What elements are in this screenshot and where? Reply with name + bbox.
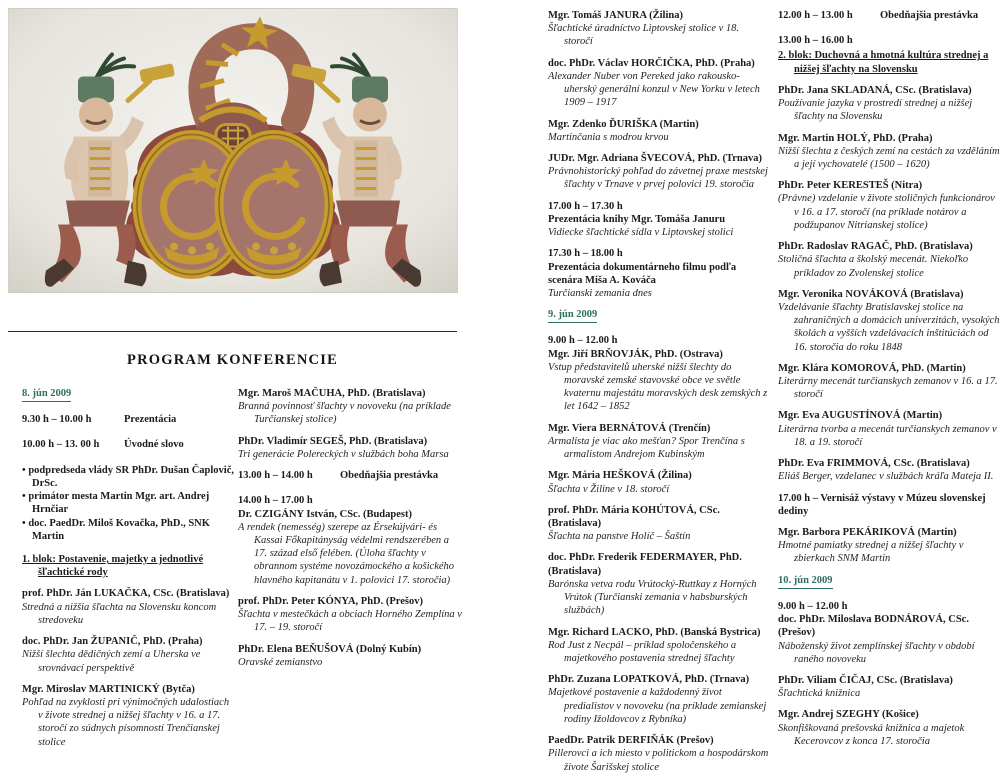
talk-title: A rendek (nemesség) szerepe az Érsekújvári- és Kassai Főkapitányság védelmi rendszerében a 17. század első felében. (Úloha šľachty v obrannom systéme novozámockého a košického hlavného kapitanátu v 1. polovici 17. storočia) <box>238 521 455 586</box>
speaker-entry <box>548 422 769 462</box>
speaker-entry <box>548 734 769 774</box>
speaker-name: Mgr. Miroslav MARTINICKÝ (Bytča) <box>22 683 195 695</box>
speaker-name: Mgr. Klára KOMOROVÁ, PhD. (Martin) <box>778 362 966 374</box>
talk-title: Eliáš Berger, vzdelanec v službách kráľa Mateja II. <box>778 471 994 483</box>
speaker-name: PhDr. Viliam ČIČAJ, CSc. (Bratislava) <box>778 674 953 686</box>
schedule-note: 17.00 h – Vernisáž výstavy v Múzeu slovenskej dediny <box>778 492 986 517</box>
talk-title: Alexander Nuber von Pereked jako rakousko-uherský generální konzul v New Yorku v letech 1909 – 1917 <box>548 70 760 109</box>
speaker-entry <box>548 551 769 617</box>
speaker-name: JUDr. Mgr. Adriana ŠVECOVÁ, PhD. (Trnava) <box>548 152 762 164</box>
speaker-name: PhDr. Vladimír SEGEŠ, PhD. (Bratislava) <box>238 435 428 447</box>
talk-title: Náboženský život zemplínskej šľachty v období raného novoveku <box>778 640 975 665</box>
speaker-name: doc. PhDr. Miloslava BODNÁROVÁ, CSc. (Prešov) <box>778 614 969 639</box>
program-column-2 <box>238 387 464 677</box>
talk-title: Literárny mecenát turčianskych zemanov v 16. a 17. storočí <box>778 376 998 401</box>
talk-title: Právnohistorický pohľad do závetnej praxe mestskej šľachty v Trnave v prvej polovici 19. storočia <box>548 166 768 191</box>
speaker-name: PhDr. Elena BEŇUŠOVÁ (Dolný Kubín) <box>238 643 422 655</box>
speaker-entry <box>548 469 769 495</box>
schedule-time: 9.30 h – 10.00 h <box>22 414 92 426</box>
speaker-entry <box>778 288 1000 354</box>
speaker-entry <box>778 240 1000 280</box>
speaker-entry <box>778 600 1000 666</box>
speaker-name: prof. PhDr. Peter KÓNYA, PhD. (Prešov) <box>238 595 423 607</box>
block-heading-wrap <box>22 553 235 579</box>
speaker-name: prof. PhDr. Mária KOHÚTOVÁ, CSc. (Bratislava) <box>548 504 720 529</box>
date-heading-wrap <box>778 574 1000 589</box>
oval-cartouche-right <box>219 135 329 275</box>
horizontal-divider <box>8 331 457 332</box>
speaker-entry <box>548 247 769 300</box>
schedule-time: 10.00 h – 13. 00 h <box>22 439 100 451</box>
speaker-name: Mgr. Mária HEŠKOVÁ (Žilina) <box>548 470 692 482</box>
speaker-entry <box>778 457 1000 483</box>
schedule-label: Obedňajšia prestávka <box>340 470 439 482</box>
organizer-list <box>22 464 235 543</box>
talk-title: Šľachtické úradníctvo Liptovskej stolice v 18. storočí <box>548 23 740 48</box>
speaker-entry <box>778 84 1000 124</box>
talk-title: Skonfiškovaná prešovská knižnica a majetok Kecerovcov z konca 17. storočia <box>778 722 965 747</box>
schedule-label: Úvodné slovo <box>124 439 184 451</box>
speaker-entry <box>548 57 769 110</box>
program-column-3 <box>548 9 769 782</box>
schedule-row <box>22 413 235 426</box>
schedule-row <box>778 9 1000 22</box>
coat-of-arms-relief-illustration <box>8 8 458 293</box>
speaker-name: PhDr. Jana SKLADANÁ, CSc. (Bratislava) <box>778 84 972 96</box>
talk-title: Oravské zemianstvo <box>238 656 323 668</box>
speaker-name: Dr. CZIGÁNY István, CSc. (Budapest) <box>238 508 412 520</box>
speaker-name: Mgr. Eva AUGUSTÍNOVÁ (Martin) <box>778 410 943 422</box>
speaker-entry <box>22 635 235 675</box>
organizer-item: • primátor mesta Martin Mgr. art. Andrej Hrnčiar <box>22 490 235 516</box>
speaker-name: PhDr. Zuzana LOPATKOVÁ, PhD. (Trnava) <box>548 674 750 686</box>
talk-title: Barónska vetva rodu Vrútocký-Ruttkay z Horných Vrútok (Turčianski zemania v habsburských službách) <box>548 578 757 617</box>
talk-title: Nižší šlechta dědičných zemí a Uherska ve srovnávací perspektivě <box>22 649 201 674</box>
speaker-entry <box>238 595 464 635</box>
talk-title: Martinčania s modrou krvou <box>548 131 669 143</box>
speaker-name: Mgr. Viera BERNÁTOVÁ (Trenčín) <box>548 422 711 434</box>
speaker-name: Mgr. Tomáš JANURA (Žilina) <box>548 10 683 21</box>
speaker-entry <box>548 334 769 413</box>
block-heading: 1. blok: Postavenie, majetky a jednotlivé šľachtické rody <box>22 553 204 579</box>
program-column-4 <box>778 9 1000 756</box>
speaker-entry <box>548 200 769 240</box>
speaker-name: doc. PhDr. Václav HORČIČKA, PhD. (Praha) <box>548 57 755 69</box>
talk-title: Šľachta v Žiline v 18. storočí <box>548 483 670 495</box>
talk-title: Rod Just z Necpál – príklad spoločenského a majetkového postavenia strednej šľachty <box>548 639 737 664</box>
talk-title: Majetkové postavenie a každodenný život predialistov v novoveku (na príklade zemianskej rodiny Ižoldovcov z Rybníka) <box>548 687 767 725</box>
session-time: 17.30 h – 18.00 h <box>548 248 623 260</box>
schedule-label: Obedňajšia prestávka <box>880 10 979 21</box>
speaker-entry <box>22 683 235 749</box>
schedule-time: 13.00 h – 16.00 h <box>778 35 853 47</box>
speaker-name: Mgr. Jiří BRŇOVJÁK, PhD. (Ostrava) <box>548 348 723 360</box>
organizer-item: • podpredseda vlády SR PhDr. Dušan Čaplovič, DrSc. <box>22 464 235 490</box>
speaker-name: Mgr. Maroš MAČUHA, PhD. (Bratislava) <box>238 388 426 399</box>
speaker-name: doc. PhDr. Frederik FEDERMAYER, PhD. (Bratislava) <box>548 552 742 577</box>
speaker-entry <box>22 587 235 627</box>
speaker-entry <box>778 179 1000 232</box>
speaker-name: PhDr. Peter KERESTEŠ (Nitra) <box>778 180 923 192</box>
talk-title: Pohľad na zvyklosti pri výnimočných udalostiach v živote strednej a nižšej šľachty v 16. a 17. storočí zo súdnych písomností Trenčianskej stolice <box>22 696 230 748</box>
speaker-entry <box>548 9 769 49</box>
speaker-name: doc. PhDr. Jan ŽUPANIČ, PhD. (Praha) <box>22 636 203 648</box>
talk-title: Vidiecke šľachtické sídla v Liptovskej stolici <box>548 227 734 239</box>
talk-title: Hmotné pamiatky strednej a nižšej šľachty v zbierkach SNM Martin <box>778 540 964 565</box>
talk-title: Armalista je viac ako mešťan? Spor Trenčína s armalistom Andrejom Kubinským <box>548 435 745 461</box>
talk-title: Branná povinnosť šľachty v novoveku (na príklade Turčianskej stolice) <box>238 401 451 426</box>
speaker-entry <box>778 132 1000 172</box>
talk-title: Šľachta na panstve Holíč – Šaštín <box>548 531 691 543</box>
block-heading: 2. blok: Duchovná a hmotná kultúra strednej a nižšej šľachty na Slovensku <box>778 50 989 75</box>
schedule-time: 13.00 h – 14.00 h <box>238 470 313 482</box>
speaker-name: PhDr. Eva FRIMMOVÁ, CSc. (Bratislava) <box>778 458 970 470</box>
talk-title: Používanie jazyka v prostredí strednej a nižšej šľachty na Slovensku <box>778 98 973 123</box>
block-heading-wrap <box>778 34 1000 76</box>
speaker-entry <box>778 362 1000 402</box>
speaker-entry <box>548 152 769 192</box>
speaker-entry <box>778 526 1000 566</box>
session-time: 9.00 h – 12.00 h <box>548 335 618 347</box>
speaker-entry <box>778 409 1000 449</box>
date-heading-wrap <box>548 308 769 323</box>
speaker-name: PhDr. Radoslav RAGAČ, PhD. (Bratislava) <box>778 241 973 253</box>
speaker-entry <box>778 674 1000 700</box>
date-heading: 9. jún 2009 <box>548 308 597 323</box>
talk-title: Stredná a nižšia šľachta na Slovensku koncom stredoveku <box>22 601 217 626</box>
schedule-label: Prezentácia <box>124 414 177 426</box>
schedule-row <box>238 469 464 482</box>
speaker-entry <box>548 626 769 666</box>
schedule-row <box>22 438 235 451</box>
program-column-1 <box>22 387 235 757</box>
speaker-name: Prezentácia dokumentárneho filmu podľa scenára Miša A. Kováča <box>548 261 737 286</box>
organizer-item: • doc. PaedDr. Miloš Kovačka, PhD., SNK Martin <box>22 517 235 543</box>
speaker-entry <box>238 435 464 461</box>
speaker-name: PaedDr. Patrik DERFIŇÁK (Prešov) <box>548 735 714 747</box>
speaker-name: Mgr. Martin HOLÝ, PhD. (Praha) <box>778 132 933 144</box>
relief-photo <box>8 8 458 293</box>
talk-title: Nižší šlechta z českých zemí na cestách za vzděláním a její vychovatelé (1500 – 1620) <box>778 145 1000 170</box>
speaker-entry <box>238 387 464 427</box>
speaker-entry <box>238 494 464 587</box>
speaker-name: prof. PhDr. Ján LUKAČKA, CSc. (Bratislava) <box>22 588 230 600</box>
talk-title: Stoličná šľachta a školský mecenát. Niekoľko príkladov zo Zvolenskej stolice <box>778 254 969 279</box>
speaker-entry <box>548 504 769 544</box>
talk-title: Turčianski zemania dnes <box>548 287 652 299</box>
session-time: 17.00 h – 17.30 h <box>548 200 623 212</box>
talk-title: Šľachtická knižnica <box>778 688 861 700</box>
date-heading-wrap <box>22 387 235 402</box>
speaker-name: Mgr. Andrej SZEGHY (Košice) <box>778 709 919 721</box>
page-title: PROGRAM KONFERENCIE <box>127 352 338 368</box>
talk-title: Vzdelávanie šľachty Bratislavskej stolice na zahraničných a domácich univerzitách, vysokých školách a vyšších vzdelávacích inštitúciách od 16. storočia do roku 1848 <box>778 301 1000 353</box>
speaker-entry <box>778 708 1000 748</box>
talk-title: Tri generácie Polereckých v službách boha Marsa <box>238 448 449 460</box>
date-heading: 8. jún 2009 <box>22 387 71 402</box>
speaker-name: Mgr. Barbora PEKÁRIKOVÁ (Martin) <box>778 527 957 538</box>
speaker-name: Mgr. Veronika NOVÁKOVÁ (Bratislava) <box>778 288 964 300</box>
session-time: 14.00 h – 17.00 h <box>238 495 313 507</box>
talk-title: Literárna tvorba a mecenát turčianskych zemanov v 18. a 19. storočí <box>778 423 997 448</box>
talk-title: (Právne) vzdelanie v živote stoličných funkcionárov v 16. a 17. storočí (na príklade notárov a podžupanov Nitrianskej stolice) <box>778 193 995 231</box>
talk-title: Pillerovci a ich miesto v politickom a hospodárskom živote Šarišskej stolice <box>548 748 769 773</box>
speaker-name: Prezentácia knihy Mgr. Tomáša Januru <box>548 213 726 225</box>
speaker-entry <box>548 673 769 726</box>
talk-title: Šľachta v mestečkách a obciach Horného Zemplína v 17. – 19. storočí <box>238 609 462 634</box>
schedule-time: 12.00 h – 13.00 h <box>778 10 853 21</box>
date-heading: 10. jún 2009 <box>778 574 833 589</box>
speaker-name: Mgr. Zdenko ĎURIŠKA (Martin) <box>548 118 699 130</box>
speaker-name: Mgr. Richard LACKO, PhD. (Banská Bystrica) <box>548 626 761 638</box>
session-time: 9.00 h – 12.00 h <box>778 600 848 612</box>
talk-title: Vstup představitelů uherské nižší šlechty do moravské zemské stavovské obce ve světle kvaternu majestátu moravských desk zemských z let 1642 – 1852 <box>548 361 768 413</box>
speaker-entry <box>548 118 769 144</box>
